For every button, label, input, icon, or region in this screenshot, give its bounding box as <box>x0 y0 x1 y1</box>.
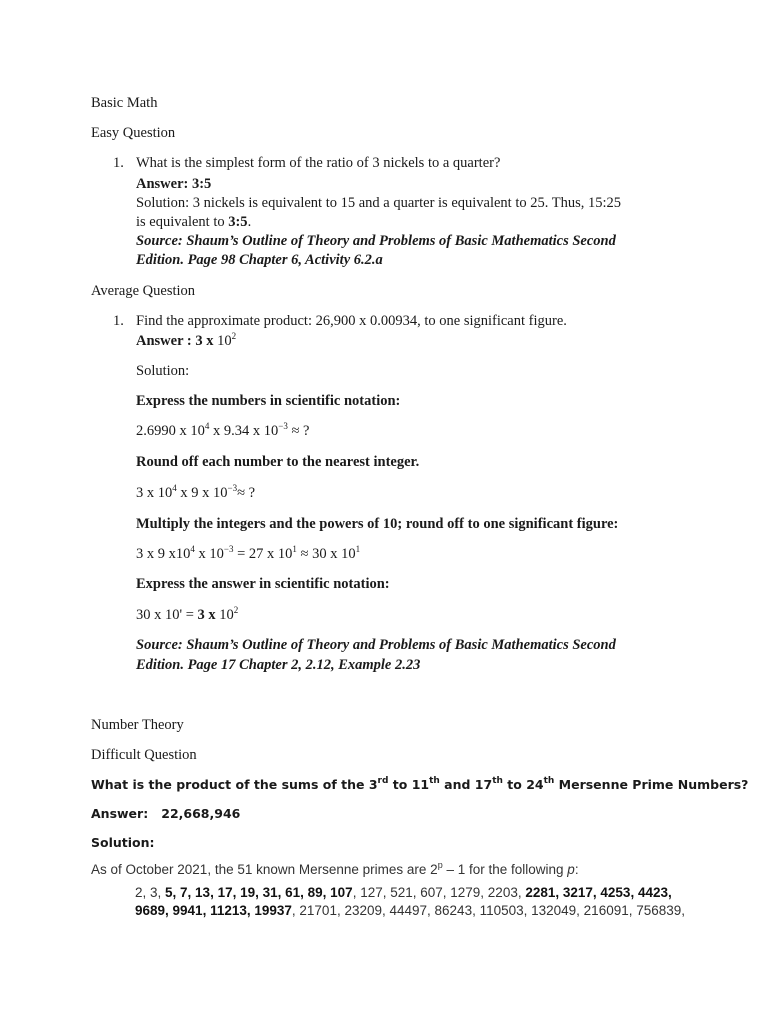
easy-list-number: 1. <box>113 155 124 171</box>
mersenne-primes-line2: 9689, 9941, 11213, 19937, 21701, 23209, 44497, 86243, 110503, 132049, 216091, 756839, <box>135 903 686 918</box>
easy-solution-line2: is equivalent to 3:5. <box>136 214 252 230</box>
easy-answer: Answer: 3:5 <box>136 176 212 192</box>
average-question-text: Find the approximate product: 26,900 x 0.00934, to one significant figure. <box>136 313 567 329</box>
average-step3: Multiply the integers and the powers of 10; round off to one significant figure: <box>136 516 619 532</box>
average-list-number: 1. <box>113 313 124 329</box>
average-equation1: 2.6990 x $10^4$ x 9.34 x $10^{-3}$ ≈ ? <box>136 421 310 439</box>
heading-number-theory: Number Theory <box>91 717 184 733</box>
heading-basic-math: Basic Math <box>91 95 158 111</box>
average-answer: Answer : 3 x $10^2$ <box>136 331 237 349</box>
easy-question-text: What is the simplest form of the ratio of 3 nickels to a quarter? <box>136 155 501 171</box>
easy-source-line2: Edition. Page 98 Chapter 6, Activity 6.2.a <box>136 252 383 268</box>
difficult-answer: Answer: 22,668,946 <box>91 806 241 821</box>
heading-easy-question: Easy Question <box>91 125 176 141</box>
heading-average-question: Average Question <box>91 283 196 299</box>
average-equation3: 3 x 9 $x10^4$ x $10^{-3} = 27$ x $10^1 \approx 30$ x $10^1$ <box>136 544 361 562</box>
average-step1: Express the numbers in scientific notation: <box>136 393 401 409</box>
average-equation2: 3 x $10^4$ x 9 x $10^{-3}\approx$ ? <box>136 483 256 501</box>
easy-solution-line1: Solution: 3 nickels is equivalent to 15 and a quarter is equivalent to 25. Thus, 15:25 <box>136 195 622 211</box>
average-source-line1: Source: Shaum’s Outline of Theory and Problems of Basic Mathematics Second <box>136 637 616 653</box>
average-solution-label: Solution: <box>136 363 190 379</box>
average-step2: Round off each number to the nearest integer. <box>136 454 420 470</box>
mersenne-primes-line1: 2, 3, 5, 7, 13, 17, 19, 31, 61, 89, 107, 127, 521, 607, 1279, 2203, 2281, 3217, 4253, 4423, <box>135 885 672 900</box>
easy-source-line1: Source: Shaum’s Outline of Theory and Problems of Basic Mathematics Second <box>136 233 616 249</box>
heading-difficult-question: Difficult Question <box>91 747 197 763</box>
average-source-line2: Edition. Page 17 Chapter 2, 2.12, Example 2.23 <box>136 657 421 673</box>
average-equation4: 30 x 10' = 3 x $10^2$ <box>136 605 239 623</box>
mersenne-intro: As of October 2021, the 51 known Mersenne primes are 2$^p$ – 1 for the following p: <box>91 860 579 877</box>
difficult-solution-label: Solution: <box>91 835 155 850</box>
average-step4: Express the answer in scientific notation: <box>136 576 390 592</box>
difficult-question-text: What is the product of the sums of the 3rd to 11th and 17th to 24th Mersenne Prime Numbers? <box>91 776 749 792</box>
